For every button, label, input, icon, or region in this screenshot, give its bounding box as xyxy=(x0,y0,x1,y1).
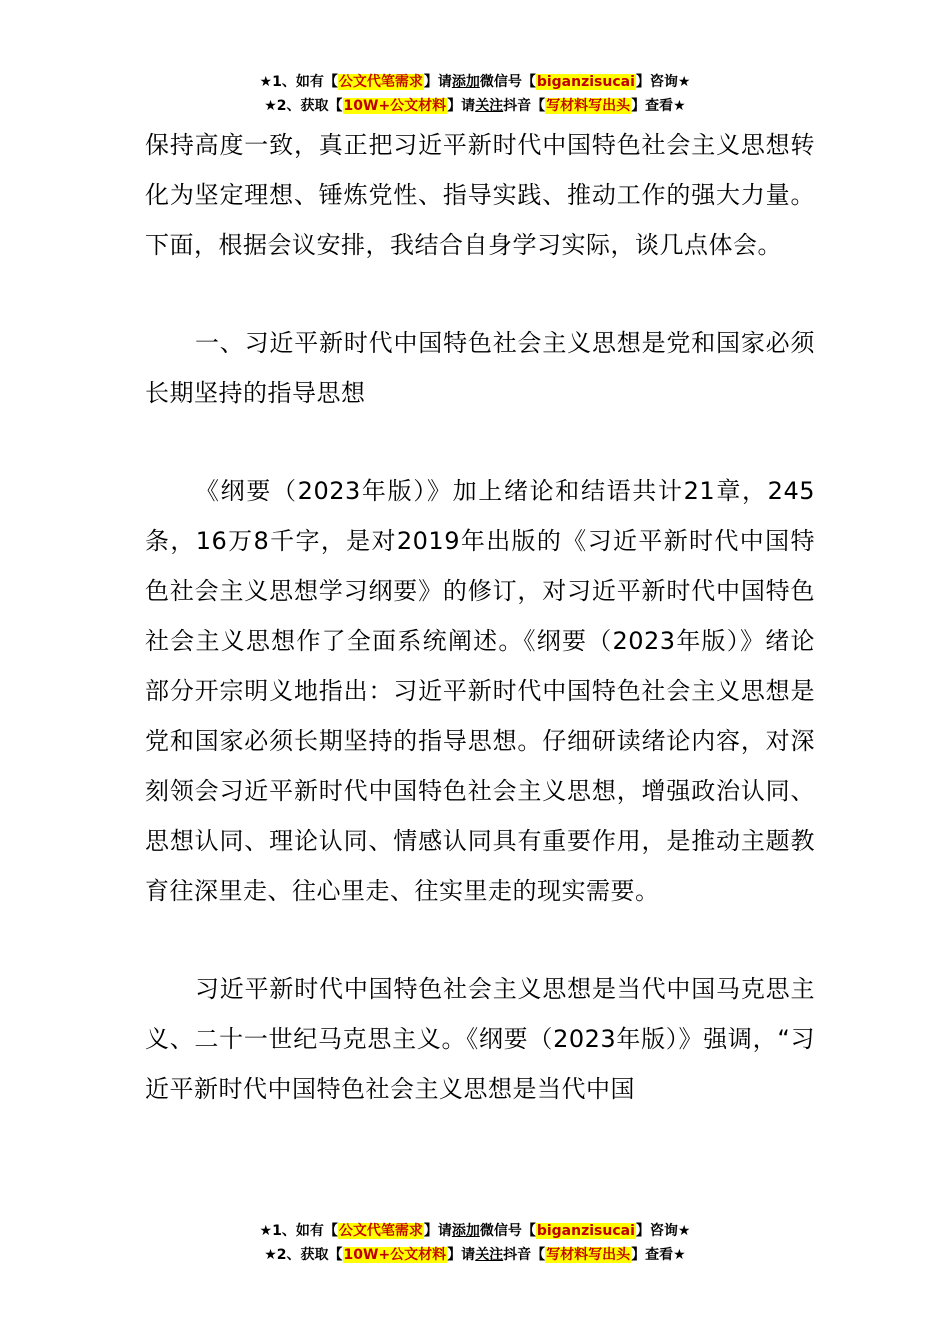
header-line-2-highlight-2: 写材料写出头 xyxy=(546,98,631,114)
footer-line-2-suffix: 】查看★ xyxy=(631,1247,686,1263)
footer-line-2-mid-1: 】请 xyxy=(447,1247,476,1263)
footer-line-2 xyxy=(0,1243,950,1267)
footer-line-1 xyxy=(0,1219,950,1243)
section-heading-1: 一、习近平新时代中国特色社会主义思想是党和国家必须长期坚持的指导思想 xyxy=(145,329,815,407)
header-line-2 xyxy=(0,94,950,118)
footer-line-2-underlined: 关注 xyxy=(475,1247,504,1263)
header-line-2-mid-1: 】请 xyxy=(447,98,476,114)
paragraph-gap xyxy=(145,270,815,318)
footer-line-2-prefix: ★2、获取【 xyxy=(264,1247,343,1263)
footer-line-1-underlined: 添加 xyxy=(451,1223,480,1239)
header-line-2-suffix: 】查看★ xyxy=(631,98,686,114)
header-line-1-highlight-2: biganzisucai xyxy=(536,74,635,90)
header-line-2-mid-2: 抖音【 xyxy=(503,98,546,114)
header-line-2-prefix: ★2、获取【 xyxy=(264,98,343,114)
header-line-1-mid-2: 微信号【 xyxy=(479,74,536,90)
header-line-1-highlight-1: 公文代笔需求 xyxy=(338,74,423,90)
footer-line-2-highlight-1: 10W+公文材料 xyxy=(343,1247,447,1263)
paragraph-gap xyxy=(145,418,815,466)
header-line-1-underlined: 添加 xyxy=(451,74,480,90)
header-line-2-highlight-1: 10W+公文材料 xyxy=(343,98,447,114)
header-banner xyxy=(0,70,950,118)
footer-line-1-highlight-1: 公文代笔需求 xyxy=(338,1223,423,1239)
header-line-1-suffix: 】咨询★ xyxy=(635,74,691,90)
header-line-1-prefix: ★1、如有【 xyxy=(259,74,338,90)
footer-line-2-highlight-2: 写材料写出头 xyxy=(546,1247,631,1263)
header-line-1-mid-1: 】请 xyxy=(423,74,452,90)
footer-line-2-mid-2: 抖音【 xyxy=(503,1247,546,1263)
footer-line-1-prefix: ★1、如有【 xyxy=(259,1223,338,1239)
body-paragraph-1: 保持高度一致，真正把习近平新时代中国特色社会主义思想转化为坚定理想、锤炼党性、指导实践、推动工作的强大力量。下面，根据会议安排，我结合自身学习实际，谈几点体会。 xyxy=(145,131,815,259)
document-body xyxy=(145,120,815,1114)
footer-banner xyxy=(0,1219,950,1267)
footer-line-1-suffix: 】咨询★ xyxy=(635,1223,691,1239)
footer-line-1-mid-1: 】请 xyxy=(423,1223,452,1239)
header-line-2-underlined: 关注 xyxy=(475,98,504,114)
body-paragraph-3: 习近平新时代中国特色社会主义思想是当代中国马克思主义、二十一世纪马克思主义。《纲要（2023年版）》强调，“习近平新时代中国特色社会主义思想是当代中国 xyxy=(145,975,815,1103)
header-line-1 xyxy=(0,70,950,94)
paragraph-gap xyxy=(145,916,815,964)
footer-line-1-highlight-2: biganzisucai xyxy=(536,1223,635,1239)
body-paragraph-2: 《纲要（2023年版）》加上绪论和结语共计21章，245条，16万8千字，是对2019年出版的《习近平新时代中国特色社会主义思想学习纲要》的修订，对习近平新时代中国特色社会主义思想作了全面系统阐述。《纲要（2023年版）》绪论部分开宗明义地指出：习近平新时代中国特色社会主义思想是党和国家必须长期坚持的指导思想。仔细研读绪论内容，对深刻领会习近平新时代中国特色社会主义思想，增强政治认同、思想认同、理论认同、情感认同具有重要作用，是推动主题教育往深里走、往心里走、往实里走的现实需要。 xyxy=(145,477,815,905)
footer-line-1-mid-2: 微信号【 xyxy=(479,1223,536,1239)
